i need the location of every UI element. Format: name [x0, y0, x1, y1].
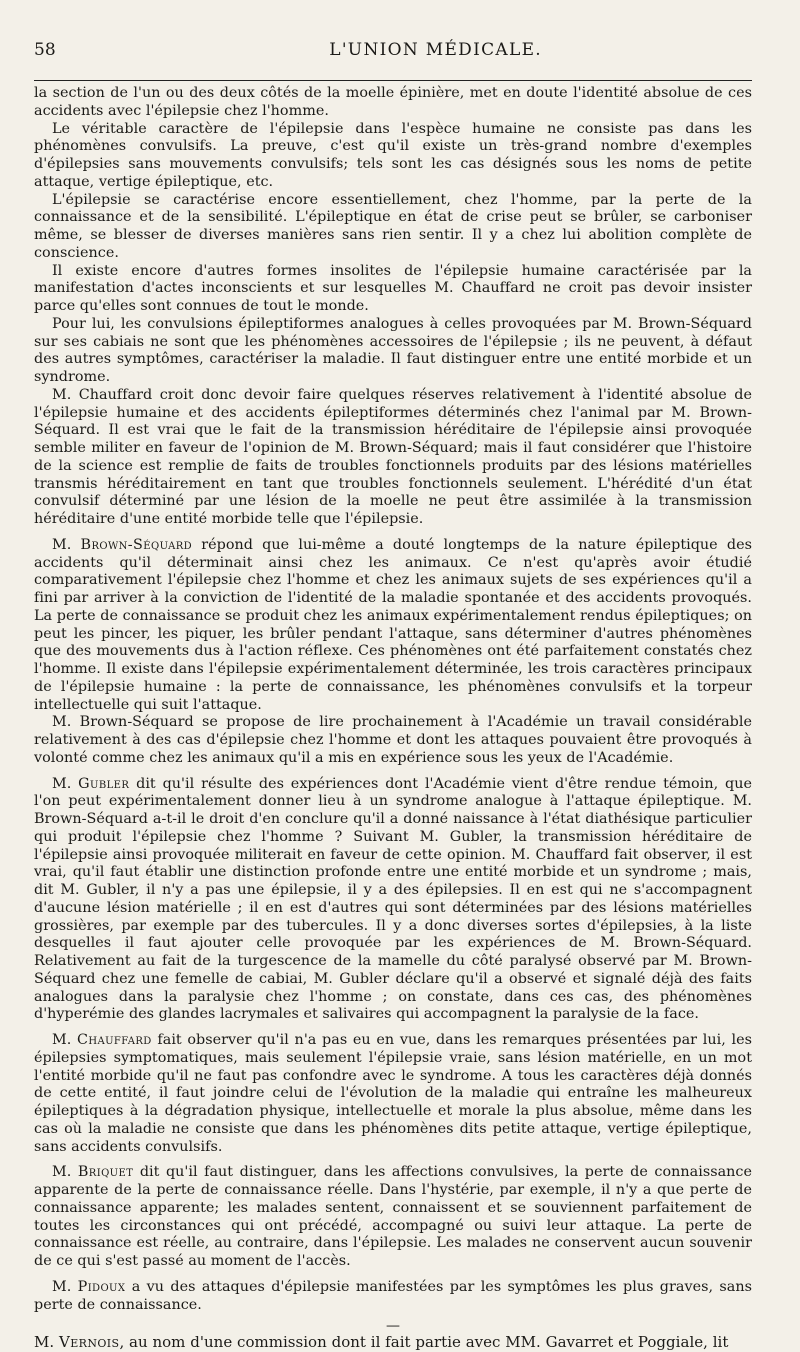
text-run: , etc.	[237, 173, 274, 190]
text-run: épilepsie, il y a	[264, 882, 394, 898]
paragraph	[34, 1334, 752, 1352]
section-separator: —	[386, 1318, 400, 1335]
italic-text: des	[393, 882, 419, 898]
paragraph	[34, 714, 752, 767]
text-run: M.	[52, 1164, 78, 1181]
speaker-name: Briquet	[77, 1164, 134, 1181]
speaker-name: Pidoux	[77, 1278, 126, 1295]
page-number: 58	[34, 40, 56, 60]
paragraph	[34, 1164, 752, 1271]
closing-paragraph	[34, 1334, 752, 1352]
paragraph	[34, 263, 752, 316]
paragraph	[34, 1032, 752, 1156]
speaker-name: Gubler	[78, 775, 130, 792]
text-run: Il existe encore d'autres formes insolites de l'épilepsie humaine caractérisée par la manifestation d'actes inconscients et sur lesquelles M. Chauffard ne croit pas devoir insister parce qu'elles sont connues de tout le monde.	[34, 262, 752, 314]
running-title: L'UNION MÉDICALE.	[329, 40, 542, 60]
text-run: M. Chauffard croit donc devoir faire quelques réserves relativement à l'identité absolue de l'épilepsie humaine et des accidents épileptiformes déterminés chez l'animal par M. Brown-Séquard. Il est vrai que le fait de la transmission héréditaire de l'épilepsie ainsi provoquée semble militer en faveur de l'opinion de M. Brown-Séquard; mais il faut considérer que l'histoire de la science est remplie de faits de troubles fonctionnels produits par des lésions matérielles transmis héréditairement en tant que troubles fonctionnels seulement. L'hérédité d'un état convulsif déterminé par une lésion de la moelle ne peut être assimilée à la transmission héréditaire d'une entité morbide telle que l'épilepsie.	[34, 386, 752, 527]
text-run: fait observer qu'il n'a pas eu en vue, dans les remarques présentées par lui, les épilepsies symptomatiques, mais seulement l'épilepsie vraie, sans lésion matérielle, en un mot l'entité morbide qu'il ne faut pas confondre avec le syndrome. A tous les caractères déjà donnés de cette entité, il faut joindre celui de l'évolution de la maladie qui entraîne les malheureux épileptiques à la dégradation physique, intellectuelle et morale la plus absolue, même dans les cas où la maladie ne consiste que dans les phénomènes dits	[34, 1032, 752, 1137]
paragraph	[34, 537, 752, 715]
paragraph	[34, 776, 752, 1025]
italic-text: une	[237, 882, 265, 898]
text-run: M.	[34, 1333, 59, 1352]
text-run: Le véritable caractère de l'épilepsie dans l'espèce humaine ne consiste pas dans les phénomènes convulsifs. La preuve, c'est qu'il existe un très-grand nombre d'exemples d'épilepsies sans mouvements convulsifs; tels sont les cas désignés sous les noms de	[34, 120, 752, 172]
text-run: a vu des attaques d'épilepsie manifestées par les symptômes les plus graves, sans perte de connaissance.	[34, 1278, 752, 1313]
text-run: M.	[52, 1032, 77, 1048]
paragraph	[34, 387, 752, 529]
text-run: M. Brown-Séquard se propose de lire prochainement à l'Académie un travail considérable relativement à des cas d'épilepsie chez l'homme et dont les attaques pouvaient être provoqués à volonté comme chez les animaux qu'il a mis en expérience sous les yeux de l'Académie.	[34, 714, 752, 766]
paragraph	[34, 316, 752, 387]
header-rule	[34, 80, 752, 81]
italic-text: petite attaque, vertige épileptique	[492, 1120, 748, 1137]
text-run: M.	[52, 775, 79, 792]
text-run: épilepsies. Il en est qui ne s'accompagnent d'aucune lésion matérielle ; il en est d'autres qui sont déterminées par des lésions matérielles grossières, par exemple par des tubercules. Il y a donc diverses sortes d'épilepsies, à la liste desquelles il faut ajouter celle provoquée par les expériences de M. Brown-Séquard. Relativement au fait de la turgescence de la mamelle du côté paralysé observé par M. Brown-Séquard chez une femelle de cabiai, M. Gubler déclare qu'il a observé et signalé déjà des faits analogues dans la paralysie chez l'homme ; on constate, dans ces cas, des phénomènes d'hyperémie des glandes lacrymales et salivaires qui accompagnent la paralysie de la face.	[34, 882, 752, 1023]
text-run: , au nom d'une commission dont il fait partie avec MM. Gavarret et Poggiale, lit	[119, 1333, 729, 1352]
paragraph	[34, 85, 752, 121]
text-run: la section de l'un ou des deux côtés de la moelle épinière, met en doute l'identité absolue de ces accidents avec l'épilepsie chez l'homme.	[34, 85, 752, 119]
text-run: M.	[52, 536, 81, 553]
speaker-name: Chauffard	[76, 1032, 152, 1048]
text-run: dit qu'il faut distinguer, dans les affections convulsives, la perte de connaissance apparente de la perte de connaissance réelle. Dans l'hystérie, par exemple, il n'y a que perte de connaissance apparente; les malades sentent, connaissent et se souviennent parfaitement de toutes les circonstances qui ont précédé, accompagné ou suivi leur attaque. La perte de connaissance est réelle, au contraire, dans l'épilepsie. Les malades ne conservent aucun souvenir de ce qui s'est passé au moment de l'accès.	[34, 1164, 752, 1269]
speaker-name: Brown-Séquard	[80, 536, 193, 553]
paragraph	[34, 121, 752, 192]
text-run: dit qu'il résulte des expériences dont l'Académie vient d'être rendue témoin, que l'on peut expérimentalement donner lieu à un syndrome analogue à l'attaque épileptique. M. Brown-Séquard a-t-il le droit d'en conclure qu'il a donné naissance à l'état diathésique particulier qui produit l'épilepsie chez l'homme ? Suivant M. Gubler, la transmission héréditaire de l'épilepsie ainsi provoquée militerait en faveur de cette opinion. M. Chauffard fait observer, il est vrai, qu'il faut établir une distinction profonde entre une entité morbide et un syndrome ; mais, dit M. Gubler, il n'y a pas	[34, 775, 752, 898]
italic-text: petite attaque, vertige épileptique	[34, 156, 752, 190]
page-header	[34, 40, 752, 66]
text-run: , sans accidents convulsifs.	[34, 1120, 753, 1155]
paragraph	[34, 192, 752, 263]
speaker-name: Vernois	[58, 1333, 120, 1352]
paragraph	[34, 1279, 752, 1315]
text-run: Pour lui, les convulsions épileptiformes analogues à celles provoquées par M. Brown-Séquard sur ses cabiais ne sont que les phénomènes accessoires de l'épilepsie ; ils ne peuvent, à défaut des autres symptômes, caractériser la maladie. Il faut distinguer entre une entité morbide et un syndrome.	[34, 315, 752, 385]
article-body	[34, 85, 752, 1314]
text-run: M.	[52, 1278, 78, 1295]
text-run: L'épilepsie se caractérise encore essentiellement, chez l'homme, par la perte de la connaissance et de la sensibilité. L'épileptique en état de crise peut se brûler, se carboniser même, se blesser de diverses manières sans rien sentir. Il y a chez lui abolition complète de conscience.	[34, 191, 752, 261]
text-run: répond que lui-même a douté longtemps de la nature épileptique des accidents qu'il déterminait ainsi chez les animaux. Ce n'est qu'après avoir étudié comparativement l'épilepsie chez l'homme et chez les animaux sujets de ses expériences qu'il a fini par arriver à la conviction de l'identité de la maladie spontanée et des accidents provoqués. La perte de connaissance se produit chez les animaux expérimentalement rendus épileptiques; on peut les pincer, les piquer, les brûler pendant l'attaque, sans déterminer d'autres phénomènes que des mouvements dus à l'action réflexe. Ces phénomènes ont été parfaitement constatés chez l'homme. Il existe dans l'épilepsie expérimentalement déterminée, les trois caractères principaux de l'épilepsie humaine : la perte de connaissance, les phénomènes convulsifs et la torpeur intellectuelle qui suit l'attaque.	[34, 536, 752, 713]
